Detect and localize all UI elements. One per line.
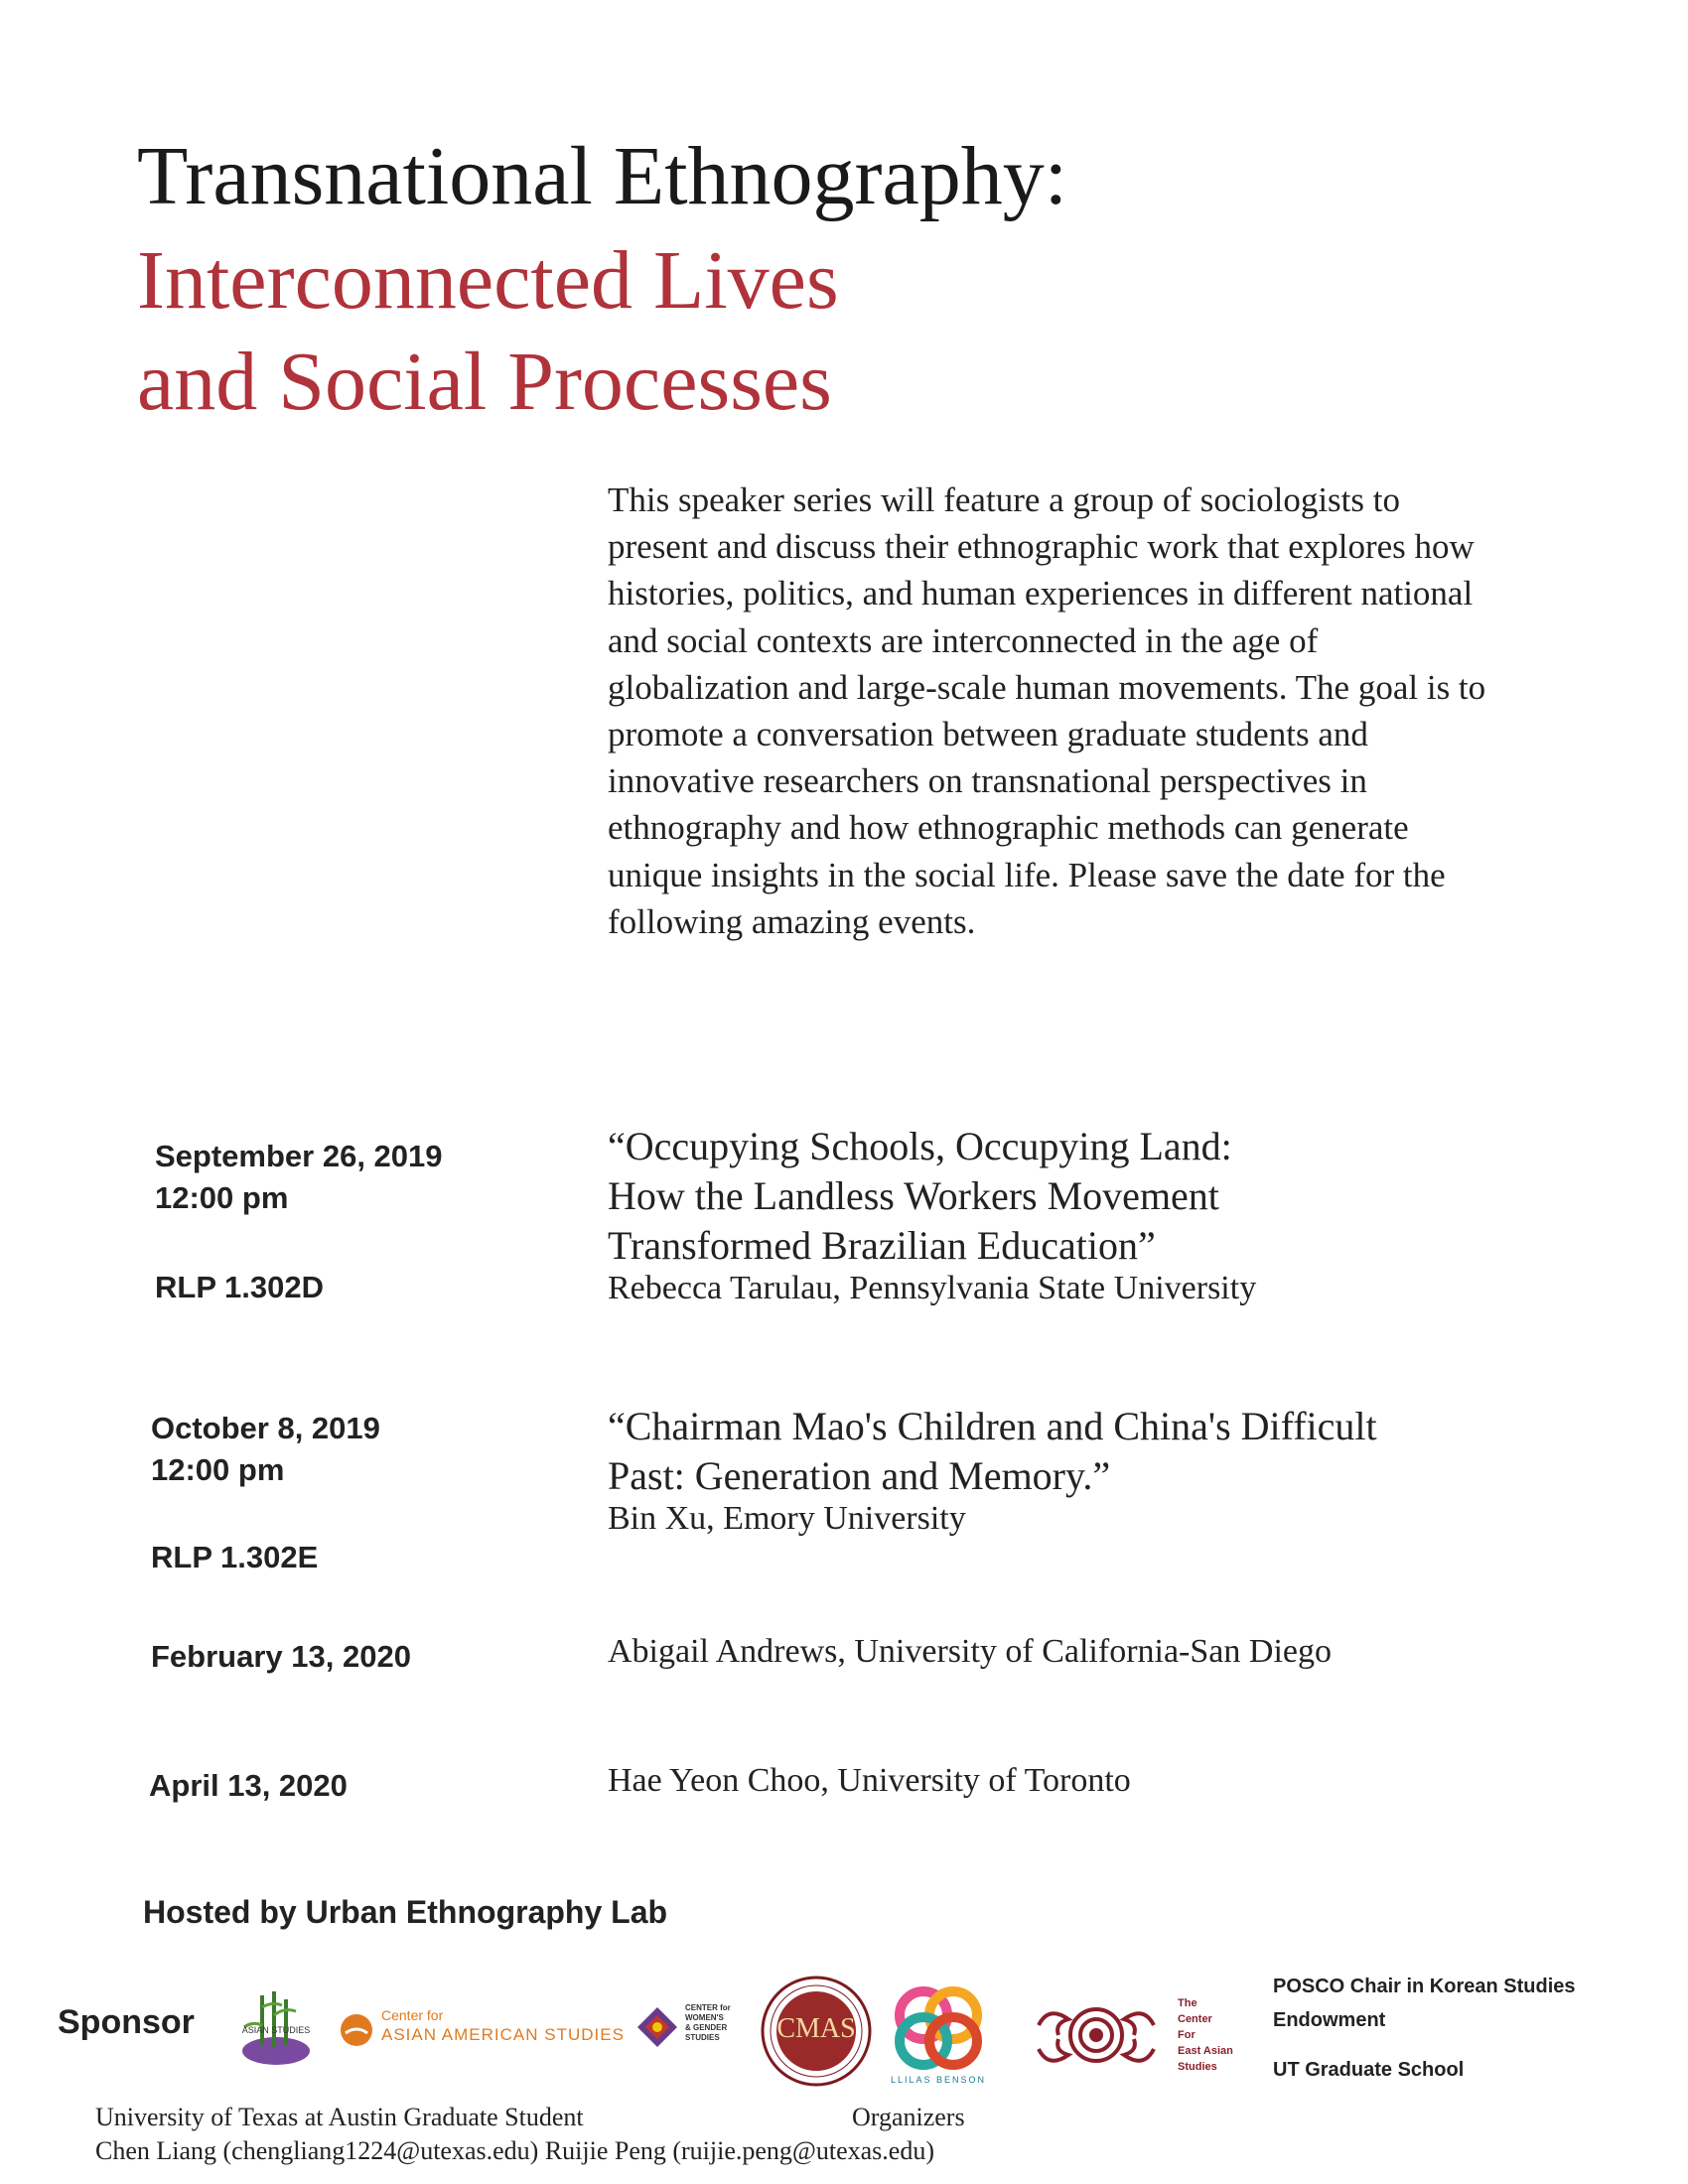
event-2-title-line-2: Past: Generation and Memory.” bbox=[608, 1453, 1111, 1498]
event-2-datetime bbox=[151, 1408, 380, 1491]
asian-studies-logo bbox=[234, 1985, 318, 2069]
sponsor-label: Sponsor bbox=[58, 2003, 195, 2041]
event-1-room: RLP 1.302D bbox=[155, 1270, 325, 1304]
event-4-speaker: Hae Yeon Choo, University of Toronto bbox=[608, 1762, 1131, 1799]
posco-line-1: POSCO Chair in Korean Studies bbox=[1273, 1976, 1576, 1997]
cwgs-line-1: CENTER for bbox=[685, 2003, 731, 2012]
ceas-line-5: Studies bbox=[1178, 2061, 1217, 2073]
event-2-details bbox=[608, 1402, 1377, 1541]
event-1-title-line-1: “Occupying Schools, Occupying Land: bbox=[608, 1124, 1232, 1168]
ceas-line-4: East Asian bbox=[1178, 2045, 1233, 2057]
caas-text-top: Center for bbox=[381, 2007, 444, 2023]
subtitle-line-2: and Social Processes bbox=[137, 336, 832, 428]
event-1-date: September 26, 2019 bbox=[155, 1139, 443, 1173]
event-2-speaker: Bin Xu, Emory University bbox=[608, 1500, 966, 1537]
page-subtitle bbox=[137, 230, 1130, 433]
event-2-room: RLP 1.302E bbox=[151, 1540, 319, 1574]
event-1-title-line-3: Transformed Brazilian Education” bbox=[608, 1223, 1156, 1268]
event-3-speaker: Abigail Andrews, University of California-San Diego bbox=[608, 1633, 1332, 1670]
footer-organizers-label: Organizers bbox=[852, 2103, 965, 2131]
cwgs-line-2: WOMEN'S bbox=[685, 2013, 724, 2022]
cwgs-logo bbox=[635, 1999, 735, 2055]
cmas-seal-logo bbox=[761, 1976, 872, 2087]
ceas-line-3: For bbox=[1178, 2029, 1196, 2041]
ornament-icon bbox=[1019, 1995, 1178, 2075]
event-1-details bbox=[608, 1122, 1256, 1310]
ceas-line-2: Center bbox=[1178, 2013, 1212, 2025]
caas-logo bbox=[340, 2007, 625, 2051]
ceas-logo bbox=[1019, 1995, 1237, 2075]
subtitle-line-1: Interconnected Lives bbox=[137, 234, 839, 327]
asian-studies-text: ASIAN STUDIES bbox=[241, 2025, 311, 2035]
event-4-date: April 13, 2020 bbox=[149, 1768, 348, 1803]
event-1-title-line-2: How the Landless Workers Movement bbox=[608, 1173, 1219, 1218]
posco-line-2: Endowment bbox=[1273, 2009, 1386, 2031]
posco-sponsor bbox=[1273, 1970, 1576, 2037]
event-2-time: 12:00 pm bbox=[151, 1452, 285, 1487]
page-title: Transnational Ethnography: bbox=[137, 130, 1068, 222]
sun-icon bbox=[340, 2013, 373, 2047]
cwgs-text bbox=[685, 2003, 731, 2043]
event-1-datetime bbox=[155, 1136, 443, 1219]
cmas-text: CMAS bbox=[776, 2013, 856, 2044]
event-1-speaker: Rebecca Tarulau, Pennsylvania State University bbox=[608, 1270, 1257, 1306]
event-1-time: 12:00 pm bbox=[155, 1180, 289, 1215]
event-2-title-line-1: “Chairman Mao's Children and China's Difficult bbox=[608, 1404, 1377, 1448]
ceas-text bbox=[1178, 1995, 1233, 2075]
knot-icon bbox=[884, 1981, 993, 2073]
intro-paragraph: This speaker series will feature a group of sociologists to present and discuss their ethnographic work that explores how histories, politics, and human experiences in different national and social contexts are interconnected in the age of globalization and large-scale human movements. The goal is to promote a conversation between graduate students and innovative researchers on transnational perspectives in ethnography and how ethnographic methods can generate unique insights in the social life. Please save the date for the following amazing events. bbox=[608, 480, 1486, 941]
caas-text-bottom: ASIAN AMERICAN STUDIES bbox=[381, 2025, 625, 2044]
llilas-benson-logo bbox=[884, 1981, 993, 2091]
cwgs-line-3: & GENDER bbox=[685, 2023, 728, 2032]
event-2-date: October 8, 2019 bbox=[151, 1411, 380, 1445]
cwgs-line-4: STUDIES bbox=[685, 2033, 720, 2042]
ceas-line-1: The bbox=[1178, 1997, 1197, 2009]
hosted-by: Hosted by Urban Ethnography Lab bbox=[143, 1894, 668, 1930]
event-3-date: February 13, 2020 bbox=[151, 1639, 411, 1674]
ut-graduate-school: UT Graduate School bbox=[1273, 2059, 1465, 2081]
llilas-text: LLILAS BENSON bbox=[890, 2075, 987, 2085]
footer-contacts: Chen Liang (chengliang1224@utexas.edu) Ruijie Peng (ruijie.peng@utexas.edu) bbox=[95, 2136, 934, 2165]
diamond-icon bbox=[635, 2005, 679, 2049]
footer-organizer-group: University of Texas at Austin Graduate Student bbox=[95, 2103, 584, 2131]
